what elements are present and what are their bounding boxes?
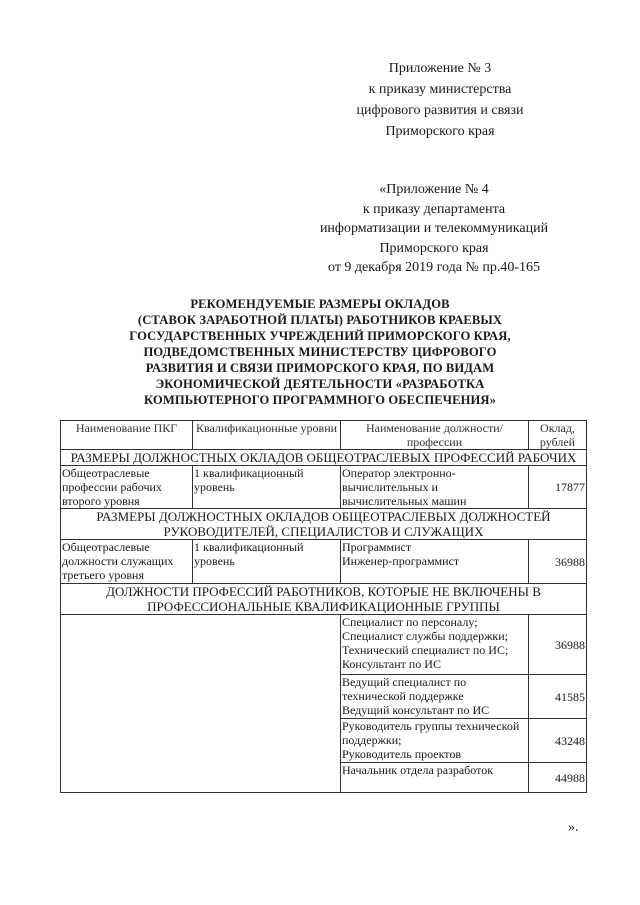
section-other: ДОЛЖНОСТИ ПРОФЕССИЙ РАБОТНИКОВ, КОТОРЫЕ НЕ ВКЛЮЧЕНЫ В ПРОФЕССИОНАЛЬНЫЕ КВАЛИФИКАЦИОННЫЕ ГРУППЫ (61, 584, 587, 615)
header-pkg: Наименование ПКГ (61, 421, 193, 450)
position-line: Технический специалист по ИС; (342, 643, 509, 657)
annex-header-line: цифрового развития и связи (356, 103, 524, 118)
cell-position (341, 719, 529, 763)
header-salary: Оклад, рублей (529, 421, 587, 450)
header-qualification: Квалификационные уровни (193, 421, 341, 450)
cell-salary: 36988 (529, 615, 587, 675)
table-row (61, 615, 587, 675)
cell-qualification: 1 квалификационный уровень (193, 466, 341, 509)
position-line: Руководитель группы технической поддержки; (342, 719, 520, 747)
title-line: ЭКОНОМИЧЕСКОЙ ДЕЯТЕЛЬНОСТИ «РАЗРАБОТКА (155, 377, 485, 391)
table-row (61, 466, 587, 509)
table-header-row (61, 421, 587, 450)
annex-header (330, 58, 550, 142)
table-row (61, 540, 587, 584)
cell-position (341, 540, 529, 584)
annex-header-line: Приложение № 3 (388, 61, 492, 76)
cell-salary: 44988 (529, 763, 587, 793)
position-line: Консультант по ИС (342, 657, 441, 671)
position-line: Специалист по персоналу; (342, 615, 478, 629)
cell-qualification: 1 квалификационный уровень (193, 540, 341, 584)
cell-position: Начальник отдела разработок (341, 763, 529, 793)
position-line: Ведущий специалист по технической поддержке (342, 675, 467, 703)
cell-pkg: Общеотраслевые должности служащих третьего уровня (61, 540, 193, 584)
title-line: ПОДВЕДОМСТВЕННЫХ МИНИСТЕРСТВУ ЦИФРОВОГО (143, 345, 497, 359)
salary-table (60, 420, 587, 793)
annex-header-line: к приказу министерства (368, 82, 512, 97)
header-position: Наименование должности/профессии (341, 421, 529, 450)
title-line: ГОСУДАРСТВЕННЫХ УЧРЕЖДЕНИЙ ПРИМОРСКОГО КРАЯ, (129, 329, 511, 343)
section-row (61, 584, 587, 615)
annex-header-line: Приморского края (385, 124, 495, 139)
cell-position (341, 675, 529, 719)
section-employees: РАЗМЕРЫ ДОЛЖНОСТНЫХ ОКЛАДОВ ОБЩЕОТРАСЛЕВЫХ ДОЛЖНОСТЕЙ РУКОВОДИТЕЛЕЙ, СПЕЦИАЛИСТОВ И СЛУЖАЩИХ (61, 509, 587, 540)
position-line: Руководитель проектов (342, 747, 462, 761)
annex-quote-line: Приморского края (379, 240, 489, 256)
cell-salary: 43248 (529, 719, 587, 763)
annex-quote-line: к приказу департамента (362, 201, 506, 217)
position-line: Инженер-программист (342, 554, 460, 568)
annex-quote-line: от 9 декабря 2019 года № пр.40-165 (328, 260, 540, 275)
cell-position (341, 615, 529, 675)
section-workers: РАЗМЕРЫ ДОЛЖНОСТНЫХ ОКЛАДОВ ОБЩЕОТРАСЛЕВЫХ ПРОФЕССИЙ РАБОЧИХ (61, 450, 587, 466)
annex-quote-line: информатизации и телекоммуникаций (319, 221, 549, 236)
cell-salary: 36988 (529, 540, 587, 584)
title-line: КОМПЬЮТЕРНОГО ПРОГРАММНОГО ОБЕСПЕЧЕНИЯ» (144, 393, 496, 407)
position-line: Ведущий консультант по ИС (342, 703, 490, 717)
position-line: Программист (342, 540, 412, 554)
cell-pkg: Общеотраслевые профессии рабочих второго уровня (61, 466, 193, 509)
document-title (80, 296, 560, 408)
cell-empty (61, 615, 341, 793)
position-line: Специалист службы поддержки; (342, 629, 508, 643)
cell-salary: 17877 (529, 466, 587, 509)
title-line: РЕКОМЕНДУЕМЫЕ РАЗМЕРЫ ОКЛАДОВ (190, 297, 450, 311)
annex-quote-line: «Приложение № 4 (379, 182, 489, 197)
cell-position: Оператор электронно-вычислительных и вычислительных машин (341, 466, 529, 509)
title-line: (СТАВОК ЗАРАБОТНОЙ ПЛАТЫ) РАБОТНИКОВ КРАЕВЫХ (137, 313, 503, 327)
cell-salary: 41585 (529, 675, 587, 719)
title-line: РАЗВИТИЯ И СВЯЗИ ПРИМОРСКОГО КРАЯ, ПО ВИДАМ (145, 361, 495, 375)
closing-quote-mark: ». (568, 820, 579, 835)
annex-quote (300, 180, 568, 278)
section-row (61, 450, 587, 466)
section-row (61, 509, 587, 540)
